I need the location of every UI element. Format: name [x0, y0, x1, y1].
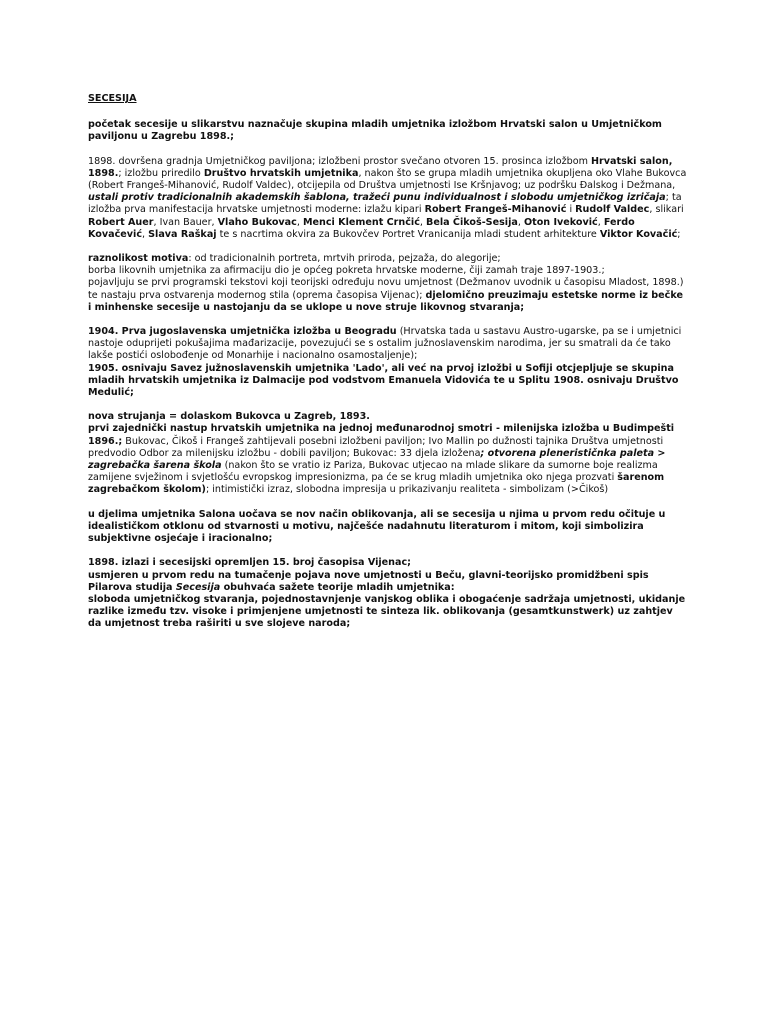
motifs-line: raznolikost motiva: od tradicionalnih portreta, mrtvih priroda, pejzaža, do alegorije;: [88, 253, 501, 265]
struggle-line: borba likovnih umjetnika za afirmaciju dio je općeg pokreta hrvatske moderne, čiji zamah traje 1897-1903.;: [88, 265, 605, 277]
intro-paragraph: početak secesije u slikarstvu naznačuje skupina mladih umjetnika izložbom Hrvatski salon u Umjetničkom paviljonu u Zagrebu 1898.;: [88, 119, 662, 143]
new-currents-heading: nova strujanja = dolaskom Bukovca u Zagreb, 1893.: [88, 411, 370, 423]
belgrade-paragraph: 1904. Prva jugoslavenska umjetnička izložba u Beogradu (Hrvatska tada u sastavu Austro-ugarske, pa se i umjetnici nastoje oduprijeti pokušajima mađarizacije, povezujući se s ostalim južnoslavenskim narodima, jer su smatrali da će tako lakše postići oslobođenje od Monarhije i nacionalno osamostaljenje); 1905. osnivaju Savez južnoslavenskih umjetnika 'Lado', ali već na prvoj izložbi u Sofiji otcjepljuje se skupina mladih hrvatskih umjetnika iz Dalmacije pod vodstvom Emanuela Vidovića te u Splitu 1908. osnivaju Društvo Medulić;: [88, 326, 688, 399]
new-currents-paragraph: nova strujanja = dolaskom Bukovca u Zagreb, 1893. prvi zajednički nastup hrvatskih umjetnika na jednoj međunarodnoj smotri - milenijska izložba u Budimpešti 1896.; Bukovac, Čikoš i Frangeš zahtijevali posebni izložbeni paviljon; Ivo Mallin po dužnosti tajnika Društva umjetnosti predvodio Odbor za milenijsku izložbu - dobili paviljon; Bukovac: 33 djela izložena; otvorena plenerističnka paleta > zagrebačka šarena škola (nakon što se vratio iz Pariza, Bukovac utjecao na mlade slikare da sumorne boje realizma zamijene svježinom i svjetlošću evropskog impresionizma, pa će se krug mladih umjetnika oko njega prozvati šarenom zagrebačkom školom); intimistički izraz, slobodna impresija u prikazivanju realiteta - simbolizam (>Čikoš): [88, 411, 688, 496]
motifs-paragraph: [88, 253, 688, 314]
lado-line: 1905. osnivaju Savez južnoslavenskih umjetnika 'Lado', ali već na prvoj izložbi u Sofiji otcjepljuje se skupina mladih hrvatskih umjetnika iz Dalmacije pod vodstvom Emanuela Vidovića te u Splitu 1908. osnivaju Društvo Medulić;: [88, 362, 679, 399]
salon-paragraph: 1898. dovršena gradnja Umjetničkog paviljona; izložbeni prostor svečano otvoren 15. prosinca izložbom Hrvatski salon, 1898.; izložbu priredilo Društvo hrvatskih umjetnika, nakon što se grupa mladih umjetnika okupljena oko Vlahe Bukovca (Robert Frangeš-Mihanović, Rudolf Valdec), otcijepila od Društva umjetnosti Ise Kršnjavog; uz podršku Đalskog i Dežmana, ustali protiv tradicionalnih akademskih šablona, tražeći punu individualnost i slobodu umjetničkog izričaja; ta izložba prva manifestacija hrvatske umjetnosti moderne: izlažu kipari Robert Frangeš-Mihanović i Rudolf Valdec, slikari Robert Auer, Ivan Bauer, Vlaho Bukovac, Menci Klement Crnčić, Bela Čikoš-Sesija, Oton Iveković, Ferdo Kovačević, Slava Raškaj te s nacrtima okvira za Bukovčev Portret Vranicanija mladi student arhitekture Viktor Kovačić;: [88, 155, 687, 240]
salon-works-paragraph: u djelima umjetnika Salona uočava se nov način oblikovanja, ali se secesija u njima u prvom redu očituje u idealističkom otklonu od stvarnosti u motivu, najčešće nadahnutu literaturom i mitom, koji simbolizira subjektivne osjećaje i iracionalno;: [88, 508, 666, 545]
document-body: [88, 93, 688, 643]
page-title: SECESIJA: [88, 93, 137, 104]
programmatic-texts-line: pojavljuju se prvi programski tekstovi koji teorijski određuju novu umjetnost (Dežmanov uvodnik u časopisu Mladost, 1898.) te nastaju prva ostvarenja modernog stila (oprema časopisa Vijenac); djelomično preuzimaju estetske norme iz bečke i minhenske secesije u nastojanju da se uklope u nove struje likovnog stvaranja;: [88, 277, 684, 313]
vijenac-paragraph: 1898. izlazi i secesijski opremljen 15. broj časopisa Vijenac; usmjeren u prvom redu na tumačenje pojava nove umjetnosti u Beču, glavni-teorijsko promidžbeni spis Pilarova studija Secesija obuhvaća sažete teorije mladih umjetnika: sloboda umjetničkog stvaranja, pojednostavnjenje vanjskog oblika i obogaćenje sadržaja umjetnosti, ukidanje razlike između tzv. visoke i primjenjene umjetnosti te sinteza lik. oblikovanja (gesamtkunstwerk) uz zahtjev da umjetnost treba raširiti u sve slojeve naroda;: [88, 557, 686, 630]
